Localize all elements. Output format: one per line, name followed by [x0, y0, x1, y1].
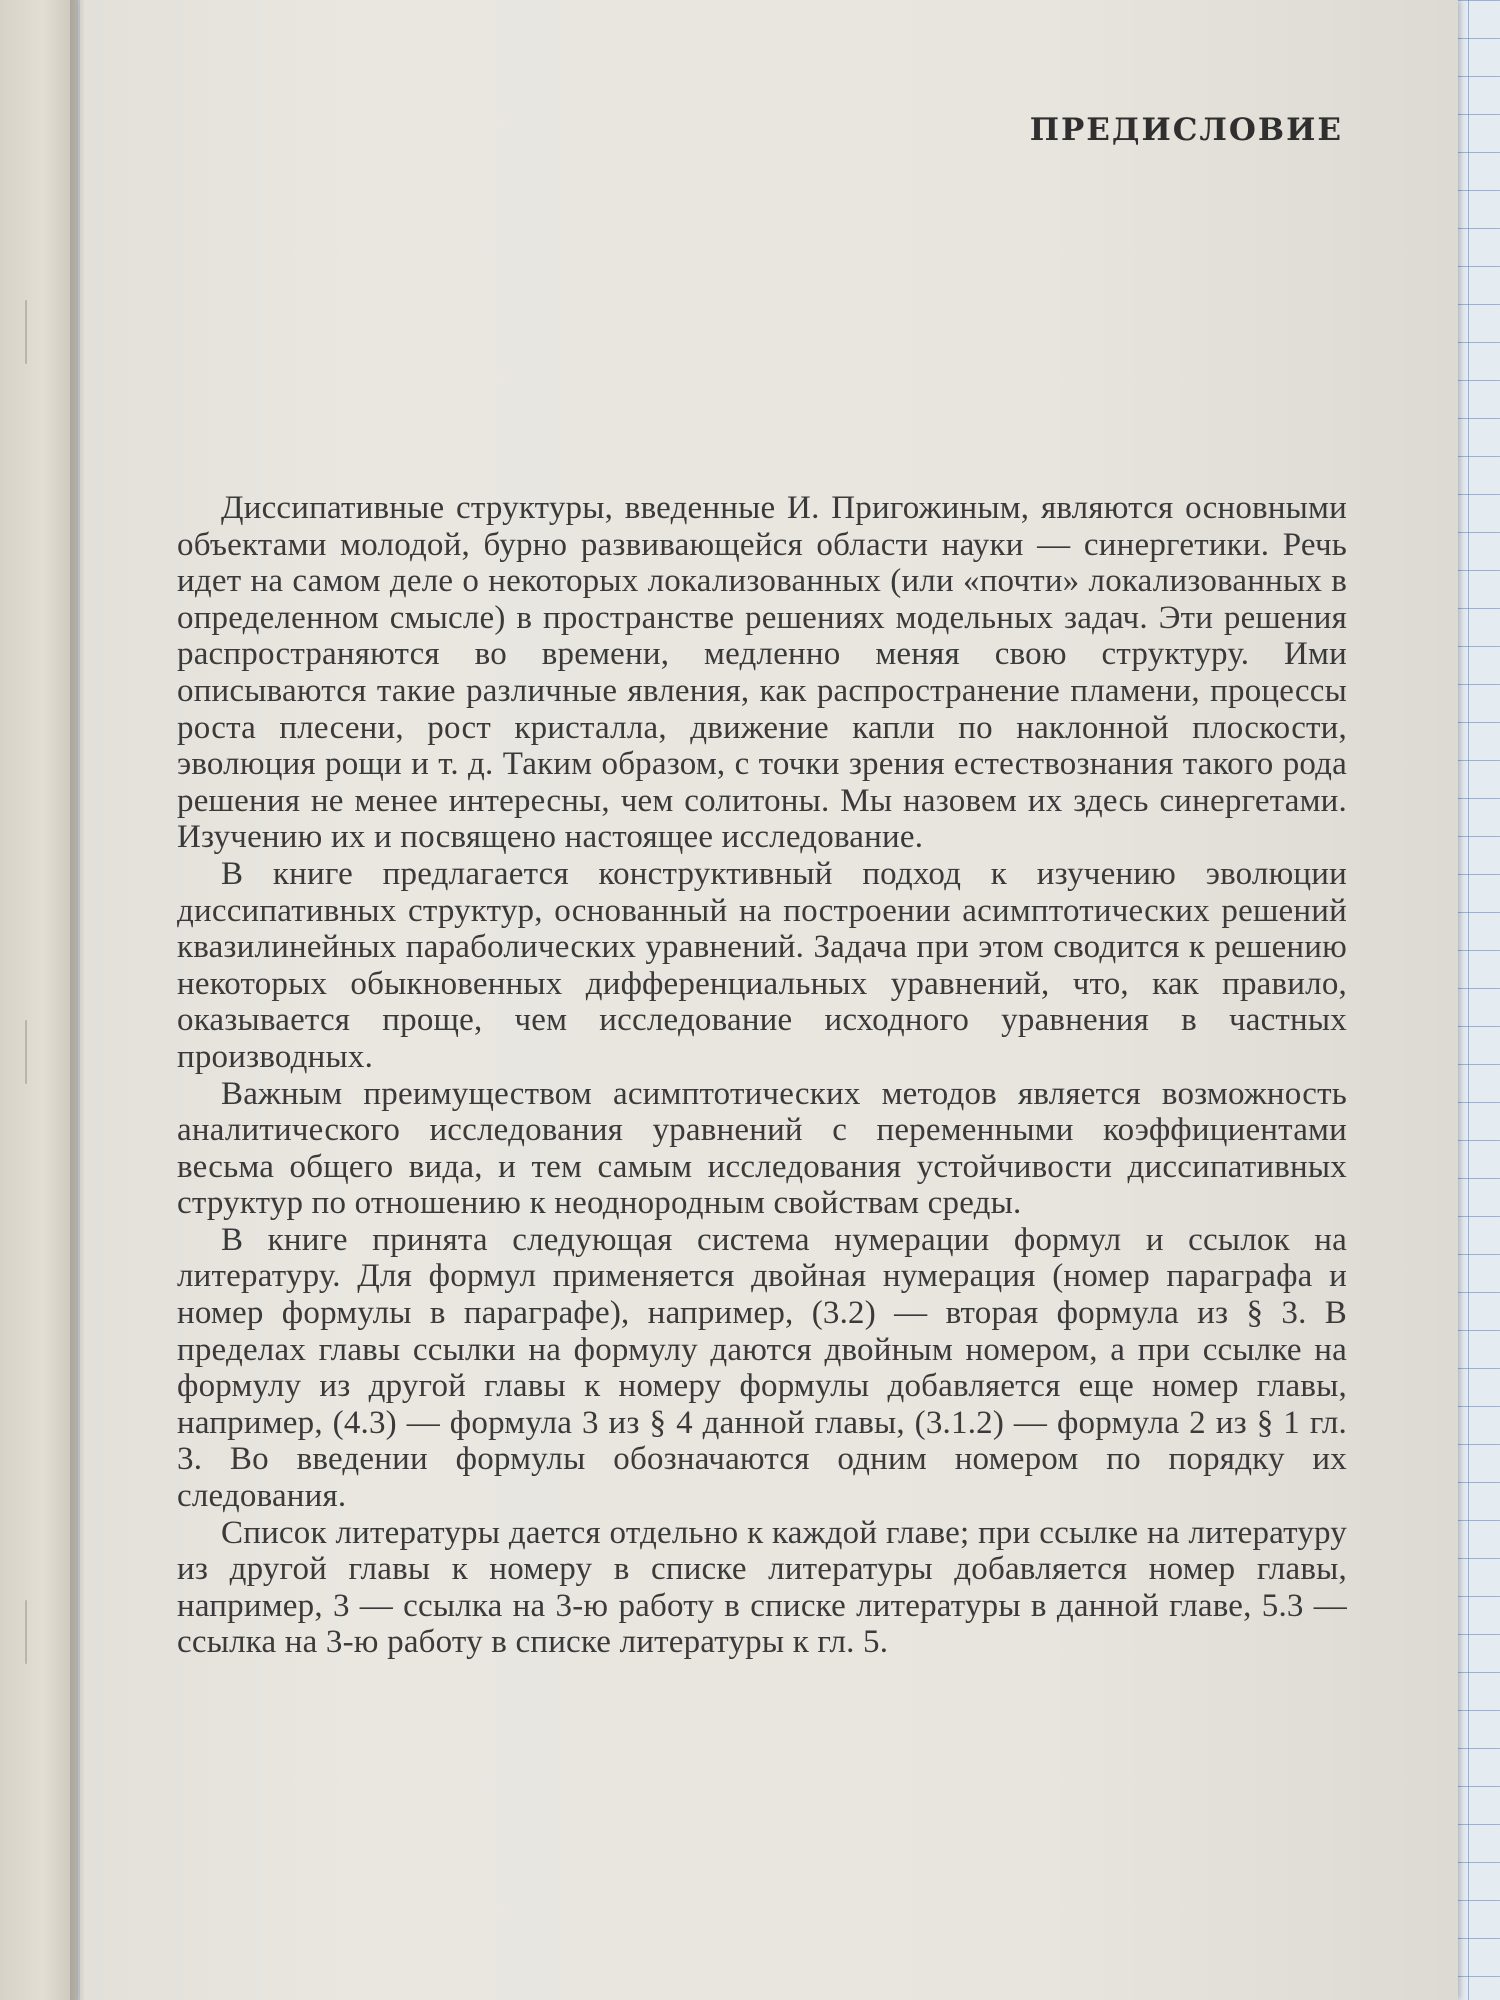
- book-page: [80, 0, 1458, 2000]
- paragraph: В книге предлагается конструктивный подход к изучению эволюции диссипативных структур, основанный на построении асимптотических решений квазилинейных параболических уравнений. Задача при этом сводится к решению некоторых обыкновенных дифференциальных уравнений, что, как правило, оказывается проще, чем исследование исходного уравнения в частных производных.: [177, 855, 1347, 1075]
- preface-text: [177, 490, 1347, 1661]
- paragraph: В книге принята следующая система нумерации формул и ссылок на литературу. Для формул применяется двойная нумерация (номер параграфа и номер формулы в параграфе), например, (3.2) — вторая формула из § 3. В пределах главы ссылки на формулу даются двойным номером, а при ссылке на формулу из другой главы к номеру формулы добавляется еще номер главы, например, (4.3) — формула 3 из § 4 данной главы, (3.1.2) — формула 2 из § 1 гл. 3. Во введении формулы обозначаются одним номером по порядку их следования.: [177, 1221, 1347, 1515]
- page-title: ПРЕДИСЛОВИЕ: [1029, 112, 1343, 148]
- binding-stitch: [25, 300, 27, 364]
- paragraph: Важным преимуществом асимптотических методов является возможность аналитического исследования уравнений с переменными коэффициентами весьма общего вида, и тем самым исследования устойчивости диссипативных структур по отношению к неоднородным свойствам среды.: [177, 1075, 1347, 1222]
- book-gutter-shadow: [70, 0, 84, 2000]
- paragraph: Диссипативные структуры, введенные И. Пригожиным, являются основными объектами молодой, бурно развивающейся области науки — синергетики. Речь идет на самом деле о некоторых локализованных (или «почти» локализованных в определенном смысле) в пространстве решениях модельных задач. Эти решения распространяются во времени, медленно меняя свою структуру. Ими описываются такие различные явления, как распространение пламени, процессы роста плесени, рост кристалла, движение капли по наклонной плоскости, эволюция рощи и т. д. Таким образом, с точки зрения естествознания такого рода решения не менее интересны, чем солитоны. Мы назовем их здесь синергетами. Изучению их и посвящено настоящее исследование.: [177, 490, 1347, 856]
- paragraph: Список литературы дается отдельно к каждой главе; при ссылке на литературу из другой главы к номеру в списке литературы добавляется номер главы, например, 3 — ссылка на 3-ю работу в списке литературы в данной главе, 5.3 — ссылка на 3-ю работу в списке литературы к гл. 5.: [177, 1514, 1347, 1661]
- binding-stitch: [25, 1020, 27, 1084]
- left-page-edge: [0, 0, 78, 2000]
- binding-stitch: [25, 1600, 27, 1664]
